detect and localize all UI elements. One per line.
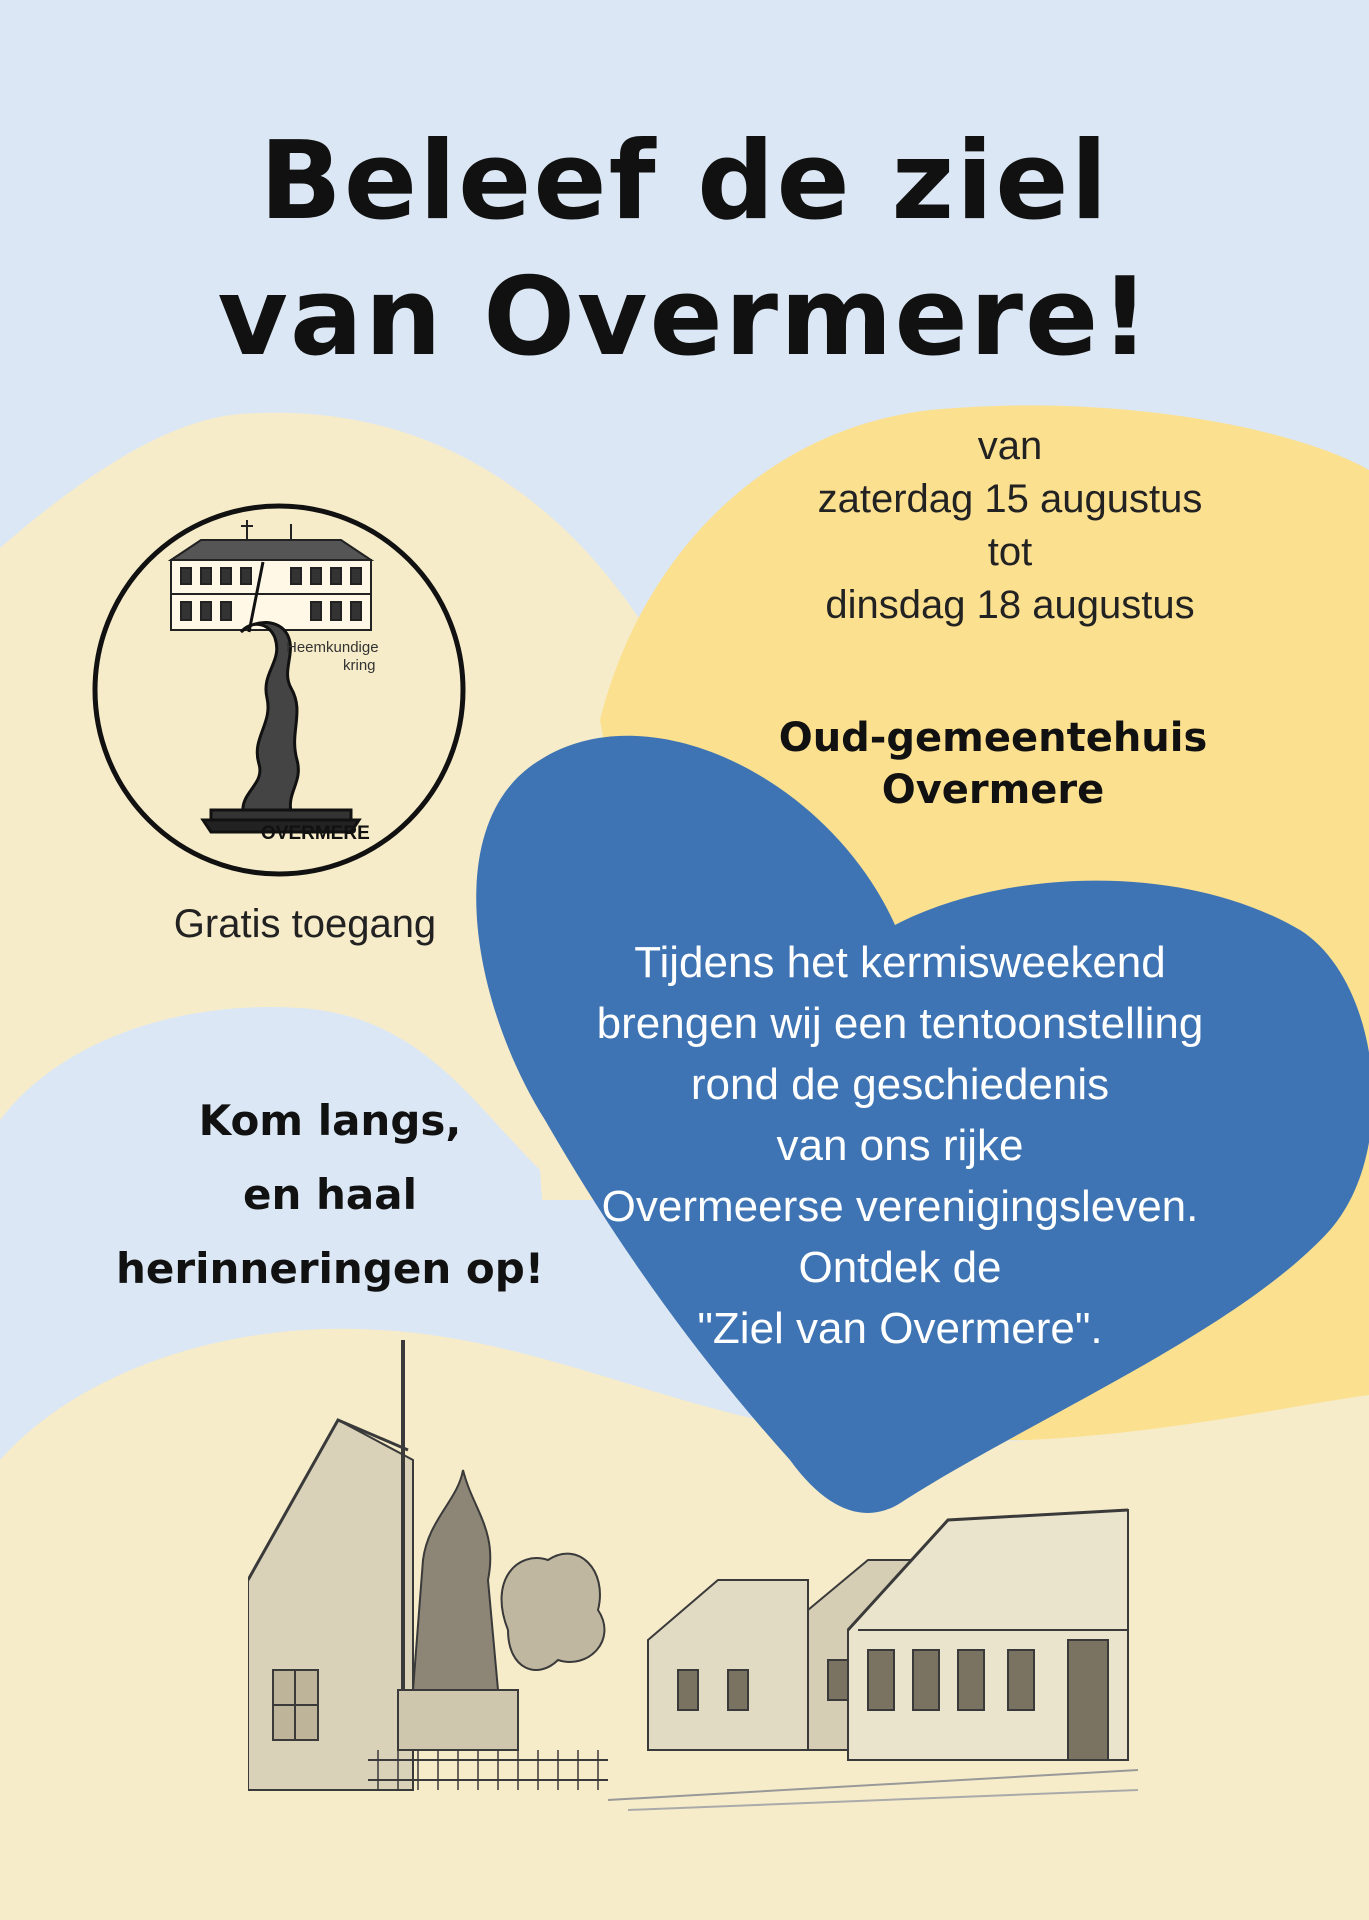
title-line-2: van Overmere!	[217, 255, 1152, 380]
description-line: Ontdek de	[798, 1243, 1002, 1292]
dates-from-word: van	[977, 424, 1043, 468]
dates-start: zaterdag 15 augustus	[817, 477, 1203, 521]
dates-to-word: tot	[987, 530, 1033, 574]
village-square-sketch	[248, 1330, 1138, 1820]
description-line: Tijdens het kermisweekend	[634, 938, 1166, 987]
venue-line-2: Overmere	[881, 767, 1105, 813]
logo-label-bottom: kring	[343, 657, 376, 674]
invite-line-1: Kom langs,	[198, 1096, 462, 1145]
description-line: brengen wij een tentoonstelling	[596, 999, 1204, 1048]
venue-line-1: Oud-gemeentehuis	[778, 715, 1208, 761]
title-line-1: Beleef de ziel	[259, 119, 1110, 244]
logo-label-top: Heemkundige	[286, 639, 379, 656]
description-line: rond de geschiedenis	[690, 1060, 1110, 1109]
description-line: van ons rijke	[776, 1121, 1024, 1170]
description-block	[520, 932, 1280, 1359]
invite-line-2: en haal	[243, 1170, 417, 1219]
dates-block	[760, 420, 1260, 632]
dates-end: dinsdag 18 augustus	[825, 583, 1195, 627]
heemkundige-kring-logo	[91, 502, 467, 878]
venue-block	[760, 712, 1226, 816]
invite-block	[100, 1084, 560, 1306]
admission-text: Gratis toegang	[173, 902, 437, 946]
invite-line-3: herinneringen op!	[116, 1244, 544, 1293]
description-line: Overmeerse verenigingsleven.	[601, 1182, 1199, 1231]
logo-name: OVERMERE	[261, 823, 370, 844]
description-line: "Ziel van Overmere".	[697, 1304, 1103, 1353]
